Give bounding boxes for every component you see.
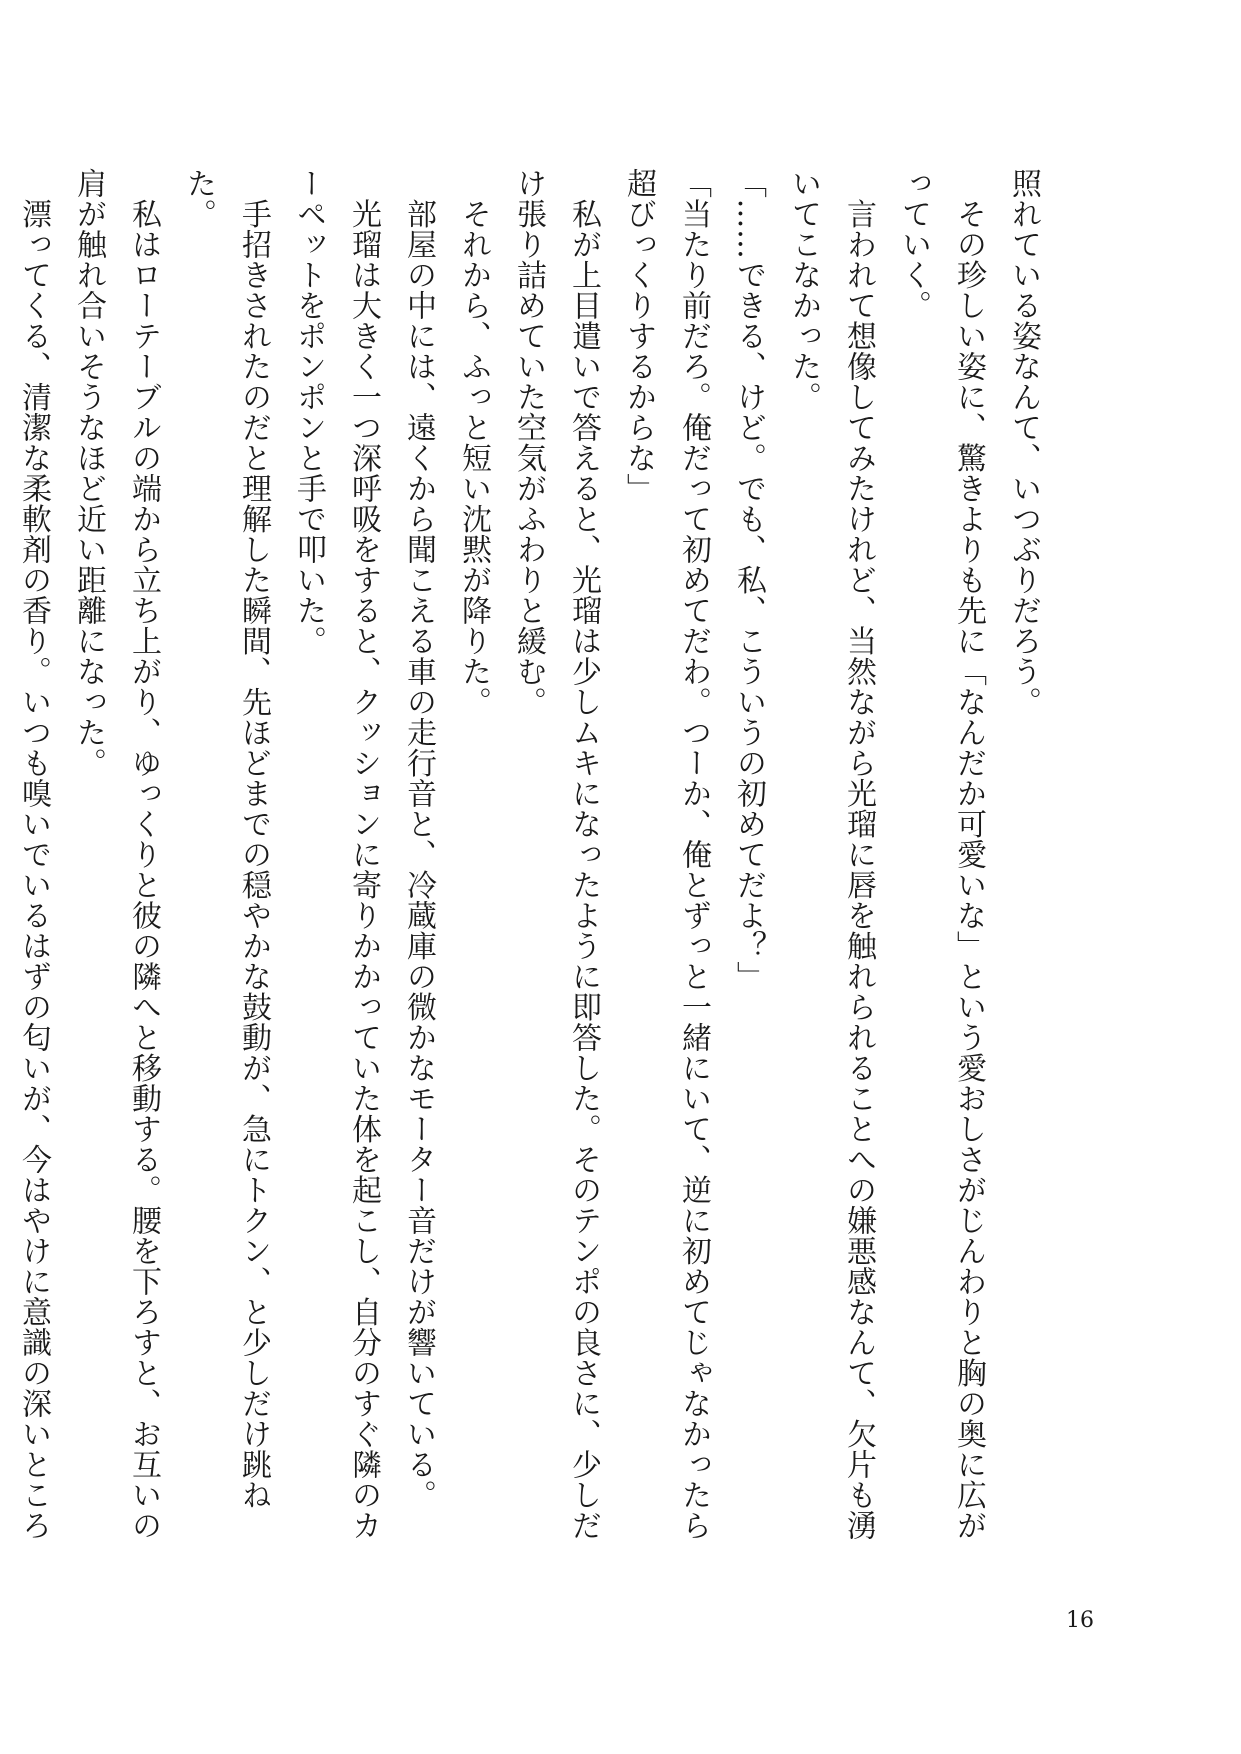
paragraph: 照れている姿なんて、いつぶりだろう。: [1006, 168, 1041, 717]
paragraph: 手招きされたのだと理解した瞬間、先ほどまでの穏やかな鼓動が、急にトクン、と少しだけ跳ねた。: [181, 168, 271, 1510]
paragraph: その珍しい姿に、驚きよりも先に「なんだか可愛いな」という愛おしさがじんわりと胸の奥に広がっていく。: [896, 168, 986, 1541]
dialogue-line: 「……できる、けど。でも、私、こういうの初めてだよ？」: [731, 168, 766, 992]
vertical-text-body: [0, 168, 1051, 1568]
paragraph: それから、ふっと短い沈黙が降りた。: [456, 168, 491, 717]
paragraph: 漂ってくる、清潔な柔軟剤の香り。いつも嗅いでいるはずの匂いが、今はやけに意識の深いところ: [16, 198, 51, 1541]
paragraph: 光瑠は大きく一つ深呼吸をすると、クッションに寄りかかっていた体を起こし、自分のすぐ隣のカーペットをポンポンと手で叩いた。: [291, 168, 381, 1541]
paragraph: 部屋の中には、遠くから聞こえる車の走行音と、冷蔵庫の微かなモーター音だけが響いている。: [401, 168, 436, 1510]
paragraph: 言われて想像してみたけれど、当然ながら光瑠に唇を触れられることへの嫌悪感なんて、欠片も湧いてこなかった。: [786, 168, 876, 1541]
page-number: 16: [1066, 1608, 1094, 1633]
dialogue-line: 「当たり前だろ。俺だって初めてだわ。つーか、俺とずっと一緒にいて、逆に初めてじゃなかったら超びっくりするからな」: [621, 168, 711, 1541]
paragraph: 私はローテーブルの端から立ち上がり、ゆっくりと彼の隣へと移動する。腰を下ろすと、お互いの肩が触れ合いそうなほど近い距離になった。: [71, 168, 161, 1541]
paragraph: 私が上目遣いで答えると、光瑠は少しムキになったように即答した。そのテンポの良さに、少しだけ張り詰めていた空気がふわりと緩む。: [511, 168, 601, 1541]
